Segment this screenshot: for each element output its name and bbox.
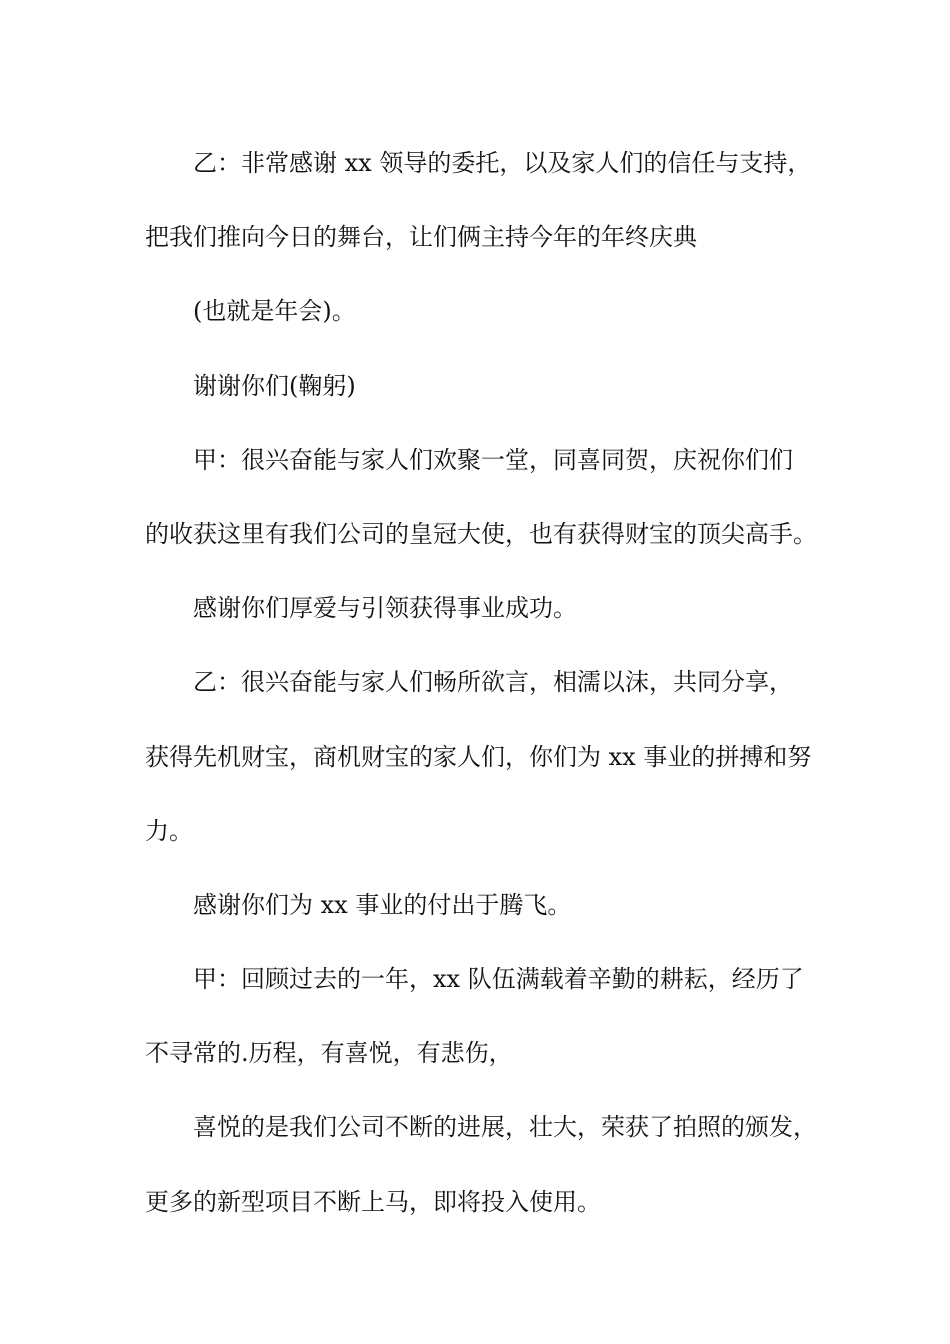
- text-line: 谢谢你们(鞠躬): [193, 371, 356, 400]
- text-line: 不寻常的.历程，有喜悦，有悲伤，: [145, 1039, 513, 1068]
- text-line: 获得先机财宝，商机财宝的家人们，你们为 xx 事业的拼搏和努: [145, 742, 812, 771]
- text-line: 甲：很兴奋能与家人们欢聚一堂，同喜同贺，庆祝你们们: [193, 445, 793, 474]
- text-line: 乙：非常感谢 xx 领导的委托，以及家人们的信任与支持，: [193, 149, 812, 177]
- text-line: 感谢你们厚爱与引领获得事业成功。: [193, 594, 577, 623]
- text-line: 力。: [145, 816, 193, 845]
- text-line: 更多的新型项目不断上马，即将投入使用。: [145, 1187, 601, 1216]
- text-line: 甲：回顾过去的一年，xx 队伍满载着辛勤的耕耘，经历了: [193, 965, 804, 994]
- text-line: 把我们推向今日的舞台，让们俩主持今年的年终庆典: [145, 223, 697, 252]
- text-line: 喜悦的是我们公司不断的进展，壮大，荣获了拍照的颁发，: [193, 1113, 817, 1142]
- text-line: 的收获这里有我们公司的皇冠大使，也有获得财宝的顶尖高手。: [145, 519, 817, 548]
- text-line: 感谢你们为 xx 事业的付出于腾飞。: [193, 890, 572, 919]
- document-body: [145, 126, 825, 1239]
- text-line: 乙：很兴奋能与家人们畅所欲言，相濡以沫，共同分享，: [193, 668, 793, 697]
- text-line: (也就是年会)。: [193, 297, 356, 326]
